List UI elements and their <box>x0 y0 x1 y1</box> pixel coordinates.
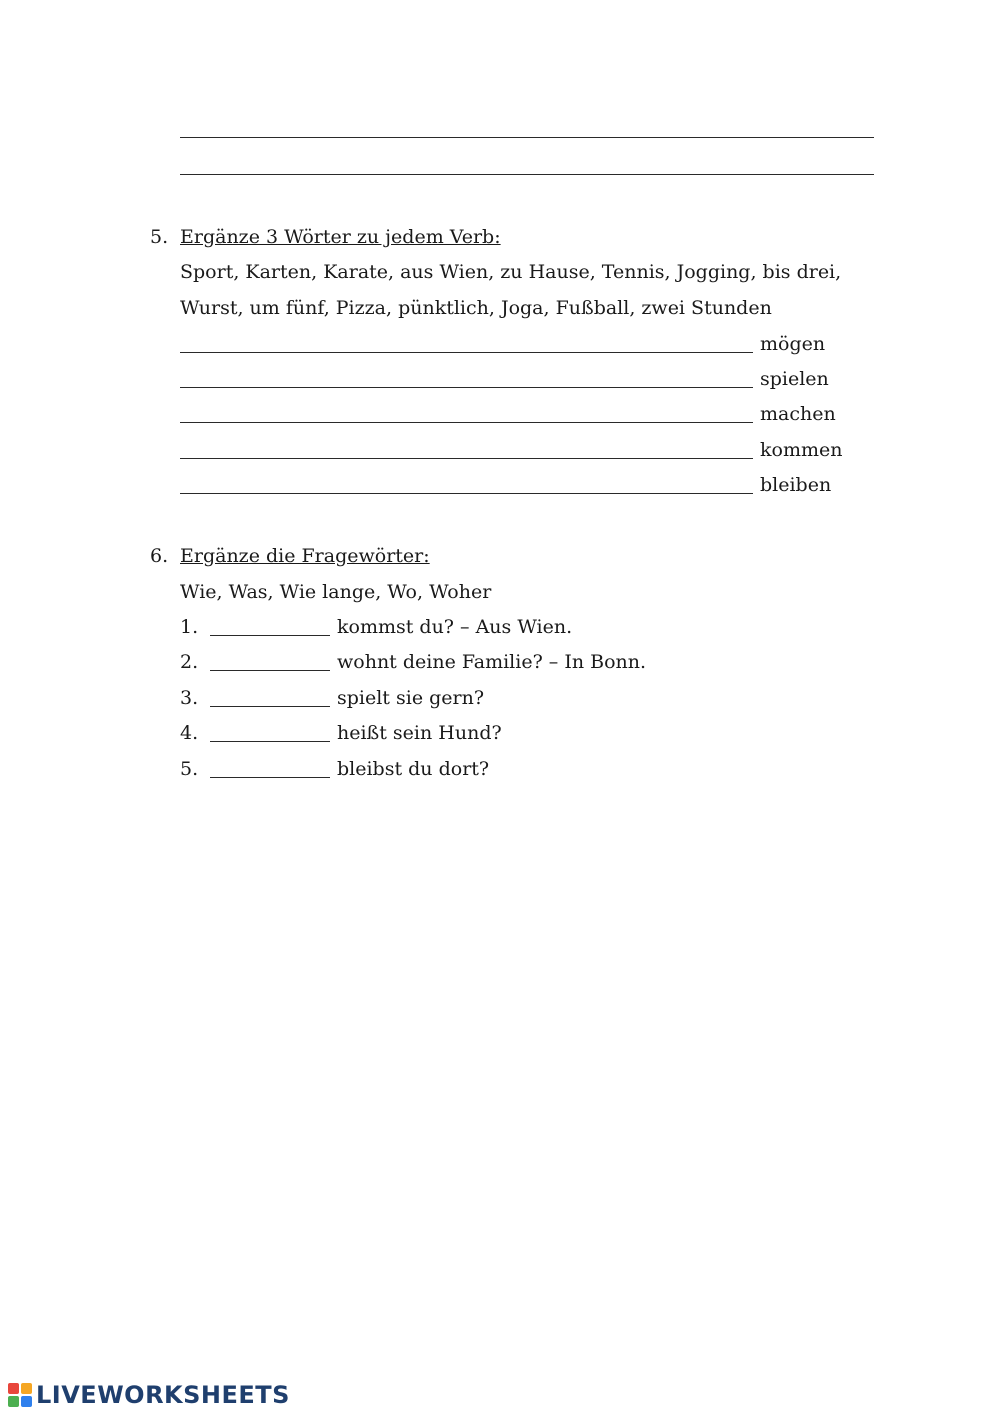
answer-blank[interactable] <box>210 635 330 636</box>
word-bank: Wie, Was, Wie lange, Wo, Woher <box>180 581 492 603</box>
verb-label: machen <box>760 403 836 425</box>
logo-square <box>21 1396 32 1407</box>
logo-square <box>8 1396 19 1407</box>
task-title: Ergänze 3 Wörter zu jedem Verb: <box>180 226 501 248</box>
liveworksheets-logo[interactable] <box>8 1381 290 1409</box>
question-text: spielt sie gern? <box>337 687 485 709</box>
verb-label: spielen <box>760 368 829 390</box>
question-number: 2. <box>180 651 199 673</box>
question-text: kommst du? – Aus Wien. <box>337 616 573 638</box>
task-number: 6. <box>150 545 169 567</box>
verb-label: kommen <box>760 439 843 461</box>
question-number: 4. <box>180 722 199 744</box>
question-text: wohnt deine Familie? – In Bonn. <box>337 651 647 673</box>
answer-line[interactable] <box>180 174 874 175</box>
logo-icon <box>8 1383 32 1407</box>
answer-blank[interactable] <box>180 493 753 494</box>
logo-square <box>21 1383 32 1394</box>
answer-blank[interactable] <box>210 741 330 742</box>
answer-blank[interactable] <box>210 777 330 778</box>
logo-square <box>8 1383 19 1394</box>
task-number: 5. <box>150 226 169 248</box>
verb-label: mögen <box>760 333 826 355</box>
question-text: heißt sein Hund? <box>337 722 502 744</box>
word-bank: Sport, Karten, Karate, aus Wien, zu Hause, Tennis, Jogging, bis drei, <box>180 261 842 283</box>
logo-text: LIVEWORKSHEETS <box>36 1381 290 1409</box>
question-text: bleibst du dort? <box>337 758 490 780</box>
word-bank: Wurst, um fünf, Pizza, pünktlich, Joga, Fußball, zwei Stunden <box>180 297 772 319</box>
question-number: 5. <box>180 758 199 780</box>
answer-line[interactable] <box>180 137 874 138</box>
task-title: Ergänze die Fragewörter: <box>180 545 430 567</box>
answer-blank[interactable] <box>210 670 330 671</box>
question-number: 1. <box>180 616 199 638</box>
answer-blank[interactable] <box>210 706 330 707</box>
question-number: 3. <box>180 687 199 709</box>
answer-blank[interactable] <box>180 458 753 459</box>
answer-blank[interactable] <box>180 387 753 388</box>
answer-blank[interactable] <box>180 422 753 423</box>
verb-label: bleiben <box>760 474 832 496</box>
answer-blank[interactable] <box>180 352 753 353</box>
